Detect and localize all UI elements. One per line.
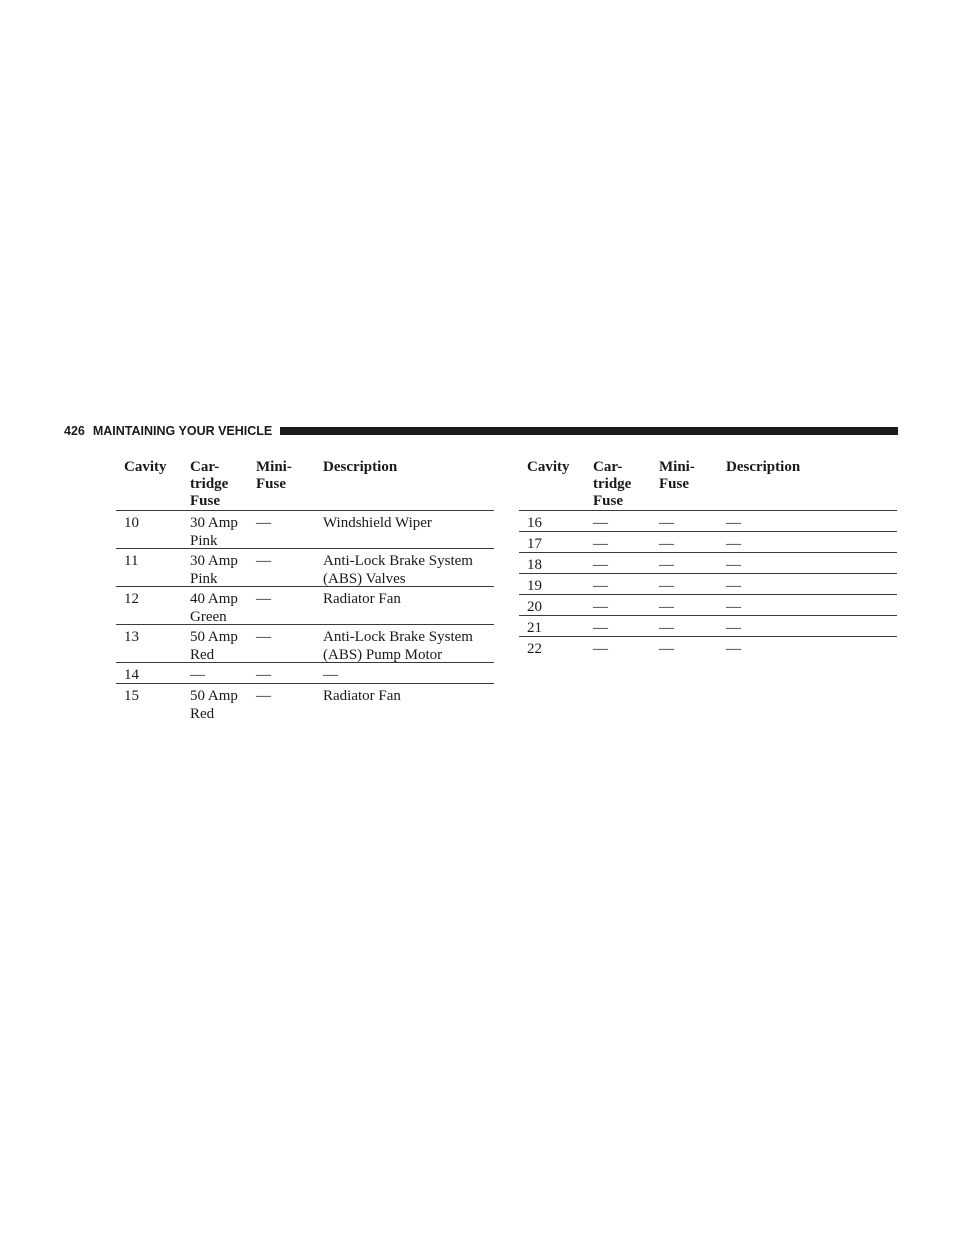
cell-line: (ABS) Pump Motor — [323, 647, 443, 663]
cell-description — [726, 598, 741, 616]
cell-line: — — [593, 536, 608, 552]
cell-mini-fuse: — — [256, 688, 271, 704]
cell-line: — — [726, 620, 741, 636]
cell-line: Car- — [190, 459, 220, 475]
cell-line: Mini- — [659, 459, 695, 475]
cell-line: Windshield Wiper — [323, 515, 432, 531]
cell-mini-fuse: — — [659, 578, 674, 594]
cell-description — [726, 640, 741, 658]
cell-line: — — [593, 557, 608, 573]
table-row — [116, 549, 494, 587]
cell-mini-fuse: — — [256, 591, 271, 607]
cell-description — [726, 514, 741, 532]
cell-mini-fuse: — — [659, 599, 674, 615]
cell-line: — — [593, 599, 608, 615]
cell-mini-fuse: — — [659, 515, 674, 531]
cell-mini-fuse: — — [256, 629, 271, 645]
cell-line: 50 Amp — [190, 629, 238, 645]
cell-cartridge-fuse — [190, 687, 238, 723]
cell-line: 50 Amp — [190, 688, 238, 704]
header-rule — [280, 427, 898, 435]
header-description: Description — [323, 459, 398, 475]
cell-line: 40 Amp — [190, 591, 238, 607]
cell-cartridge-fuse — [190, 552, 238, 588]
cell-line: Pink — [190, 533, 218, 549]
cell-line: Pink — [190, 571, 218, 587]
cell-cavity: 18 — [527, 557, 542, 573]
cell-cartridge-fuse — [593, 556, 608, 574]
table-row — [519, 574, 897, 595]
cell-line: — — [726, 578, 741, 594]
fuse-table-right — [519, 455, 897, 657]
cell-line: Red — [190, 706, 215, 722]
cell-description — [323, 687, 401, 705]
cell-cavity: 12 — [124, 591, 139, 607]
cell-description — [726, 619, 741, 637]
cell-mini-fuse: — — [256, 667, 271, 683]
cell-line: Fuse — [256, 476, 286, 492]
table-row — [116, 625, 494, 663]
cell-description — [726, 556, 741, 574]
header-cavity: Cavity — [124, 459, 167, 475]
table-row — [519, 637, 897, 657]
cell-cartridge-fuse — [593, 535, 608, 553]
section-title: MAINTAINING YOUR VEHICLE — [92, 424, 273, 438]
cell-line: Radiator Fan — [323, 591, 401, 607]
cell-cartridge-fuse — [593, 598, 608, 616]
cell-mini-fuse: — — [256, 515, 271, 531]
header-cavity: Cavity — [527, 459, 570, 475]
fuse-table-left — [116, 455, 494, 721]
cell-mini-fuse: — — [659, 620, 674, 636]
cell-cavity: 10 — [124, 515, 139, 531]
cell-description — [726, 535, 741, 553]
cell-description — [323, 590, 401, 608]
cell-description — [323, 628, 473, 664]
cell-description — [323, 514, 432, 532]
cell-cavity: 20 — [527, 599, 542, 615]
cell-line: Fuse — [659, 476, 689, 492]
cell-line: Car- — [593, 459, 623, 475]
cell-line: — — [726, 536, 741, 552]
cell-line: — — [190, 667, 205, 683]
cell-cavity: 17 — [527, 536, 542, 552]
header-description: Description — [726, 459, 801, 475]
cell-line: Radiator Fan — [323, 688, 401, 704]
table-row — [519, 511, 897, 532]
cell-mini-fuse: — — [659, 641, 674, 657]
table-row — [116, 663, 494, 684]
cell-cartridge-fuse — [190, 666, 205, 684]
cell-cavity: 19 — [527, 578, 542, 594]
cell-line: tridge — [190, 476, 229, 492]
cell-description — [323, 552, 473, 588]
cell-line: — — [593, 641, 608, 657]
cell-line: Green — [190, 609, 227, 625]
table-row — [116, 684, 494, 721]
cell-cavity: 11 — [124, 553, 139, 569]
cell-line: Red — [190, 647, 215, 663]
table-row — [116, 587, 494, 625]
table-header — [519, 455, 897, 511]
header-cartridge-fuse — [190, 459, 228, 510]
cell-cartridge-fuse — [593, 577, 608, 595]
cell-mini-fuse: — — [256, 553, 271, 569]
cell-cavity: 21 — [527, 620, 542, 636]
table-row — [519, 553, 897, 574]
header-cartridge-fuse — [593, 459, 631, 510]
cell-line: — — [726, 557, 741, 573]
cell-line: Anti-Lock Brake System — [323, 553, 473, 569]
cell-cavity: 22 — [527, 641, 542, 657]
cell-line: — — [593, 620, 608, 636]
table-row — [116, 511, 494, 549]
cell-description — [726, 577, 741, 595]
cell-cartridge-fuse — [190, 590, 238, 626]
header-mini-fuse — [659, 459, 695, 493]
cell-line: Mini- — [256, 459, 292, 475]
cell-line: — — [726, 641, 741, 657]
table-row — [519, 595, 897, 616]
cell-cavity: 14 — [124, 667, 139, 683]
cell-cartridge-fuse — [190, 628, 238, 664]
cell-line: — — [323, 667, 338, 683]
cell-line: — — [726, 515, 741, 531]
cell-cavity: 16 — [527, 515, 542, 531]
cell-line: — — [593, 578, 608, 594]
cell-line: Anti-Lock Brake System — [323, 629, 473, 645]
page-header — [64, 423, 898, 439]
cell-line: 30 Amp — [190, 553, 238, 569]
cell-description — [323, 666, 338, 684]
cell-line: — — [726, 599, 741, 615]
header-mini-fuse — [256, 459, 292, 493]
cell-line: Fuse — [593, 493, 623, 509]
cell-cartridge-fuse — [593, 640, 608, 658]
page-number: 426 — [64, 424, 85, 438]
cell-cartridge-fuse — [593, 514, 608, 532]
cell-cavity: 13 — [124, 629, 139, 645]
cell-mini-fuse: — — [659, 557, 674, 573]
cell-cartridge-fuse — [190, 514, 238, 550]
cell-line: 30 Amp — [190, 515, 238, 531]
table-header — [116, 455, 494, 511]
table-row — [519, 616, 897, 637]
cell-line: — — [593, 515, 608, 531]
cell-cavity: 15 — [124, 688, 139, 704]
cell-mini-fuse: — — [659, 536, 674, 552]
cell-cartridge-fuse — [593, 619, 608, 637]
table-row — [519, 532, 897, 553]
cell-line: Fuse — [190, 493, 220, 509]
cell-line: (ABS) Valves — [323, 571, 406, 587]
cell-line: tridge — [593, 476, 632, 492]
